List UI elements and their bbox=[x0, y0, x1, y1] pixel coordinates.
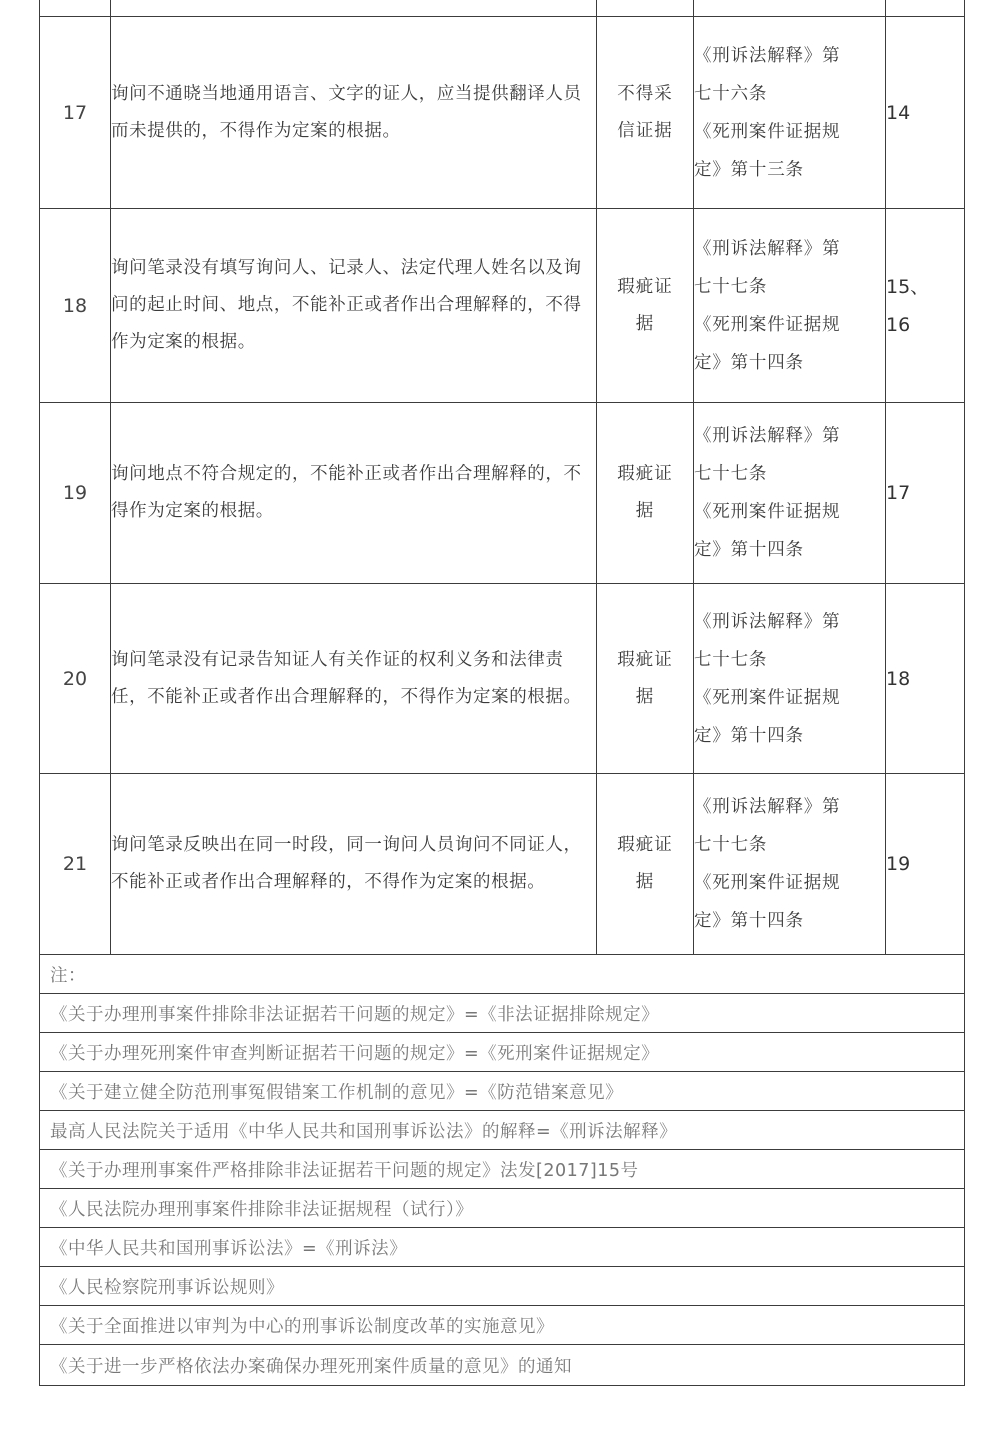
note-row bbox=[40, 1228, 965, 1267]
type-line: 瑕疵证 bbox=[617, 835, 673, 855]
notes-heading-row bbox=[40, 955, 965, 994]
row-description: 询问笔录没有填写询问人、记录人、法定代理人姓名以及询问的起止时间、地点，不能补正或者作出合理解释的，不得作为定案的根据。 bbox=[111, 209, 597, 403]
basis-line: 《刑诉法解释》第 bbox=[694, 238, 841, 259]
basis-line: 定》第十四条 bbox=[694, 911, 804, 931]
row-description: 询问地点不符合规定的，不能补正或者作出合理解释的，不得作为定案的根据。 bbox=[111, 403, 597, 584]
note-item: 《关于全面推进以审判为中心的刑事诉讼制度改革的实施意见》 bbox=[40, 1306, 965, 1345]
evidence-type bbox=[597, 774, 694, 955]
type-line: 据 bbox=[635, 686, 655, 707]
evidence-type bbox=[597, 17, 694, 209]
cell bbox=[111, 0, 597, 17]
row-number: 21 bbox=[40, 774, 111, 955]
basis-line: 定》第十四条 bbox=[694, 725, 804, 746]
note-row bbox=[40, 1345, 965, 1386]
legal-basis bbox=[694, 17, 886, 209]
note-item: 《关于建立健全防范刑事冤假错案工作机制的意见》=《防范错案意见》 bbox=[40, 1072, 965, 1111]
type-line: 瑕疵证 bbox=[617, 464, 673, 484]
note-row bbox=[40, 994, 965, 1033]
type-line: 瑕疵证 bbox=[617, 649, 673, 670]
notes-heading: 注： bbox=[40, 955, 965, 994]
type-line: 据 bbox=[635, 313, 655, 334]
type-line: 据 bbox=[635, 872, 655, 892]
basis-line: 《死刑案件证据规 bbox=[694, 314, 841, 335]
basis-line: 《刑诉法解释》第 bbox=[694, 611, 841, 632]
table-row bbox=[40, 584, 965, 774]
page-ref: 19 bbox=[886, 774, 965, 955]
cell bbox=[694, 0, 886, 17]
note-row bbox=[40, 1267, 965, 1306]
basis-line: 《死刑案件证据规 bbox=[694, 121, 841, 142]
evidence-type bbox=[597, 403, 694, 584]
note-item: 最高人民法院关于适用《中华人民共和国刑事诉讼法》的解释=《刑诉法解释》 bbox=[40, 1111, 965, 1150]
basis-line: 七十七条 bbox=[694, 649, 768, 670]
note-row bbox=[40, 1072, 965, 1111]
row-description: 询问不通晓当地通用语言、文字的证人，应当提供翻译人员而未提供的，不得作为定案的根据。 bbox=[111, 17, 597, 209]
basis-line: 《死刑案件证据规 bbox=[694, 873, 841, 893]
basis-line: 七十七条 bbox=[694, 276, 768, 297]
note-item: 《人民法院办理刑事案件排除非法证据规程（试行）》 bbox=[40, 1189, 965, 1228]
page-ref bbox=[886, 209, 965, 403]
evidence-type bbox=[597, 209, 694, 403]
legal-basis bbox=[694, 774, 886, 955]
cell bbox=[40, 0, 111, 17]
basis-line: 定》第十四条 bbox=[694, 352, 804, 373]
type-line: 不得采 bbox=[617, 83, 673, 104]
evidence-type bbox=[597, 584, 694, 774]
row-description: 询问笔录反映出在同一时段，同一询问人员询问不同证人，不能补正或者作出合理解释的，不得作为定案的根据。 bbox=[111, 774, 597, 955]
row-description: 询问笔录没有记录告知证人有关作证的权利义务和法律责任，不能补正或者作出合理解释的，不得作为定案的根据。 bbox=[111, 584, 597, 774]
page-ref: 18 bbox=[886, 584, 965, 774]
row-number: 20 bbox=[40, 584, 111, 774]
basis-line: 定》第十三条 bbox=[694, 159, 804, 180]
note-item: 《关于办理死刑案件审查判断证据若干问题的规定》=《死刑案件证据规定》 bbox=[40, 1033, 965, 1072]
legal-basis bbox=[694, 584, 886, 774]
note-item: 《人民检察院刑事诉讼规则》 bbox=[40, 1267, 965, 1306]
table-row bbox=[40, 17, 965, 209]
table-row bbox=[40, 774, 965, 955]
legal-basis bbox=[694, 209, 886, 403]
type-line: 据 bbox=[635, 501, 655, 521]
basis-line: 七十七条 bbox=[694, 835, 768, 855]
row-number: 18 bbox=[40, 209, 111, 403]
legal-basis bbox=[694, 403, 886, 584]
type-line: 瑕疵证 bbox=[617, 276, 673, 297]
cell bbox=[886, 0, 965, 17]
basis-line: 七十六条 bbox=[694, 83, 768, 104]
basis-line: 《刑诉法解释》第 bbox=[694, 426, 841, 446]
table-row bbox=[40, 403, 965, 584]
row-number: 19 bbox=[40, 403, 111, 584]
note-item: 《关于办理刑事案件排除非法证据若干问题的规定》=《非法证据排除规定》 bbox=[40, 994, 965, 1033]
table-row bbox=[40, 209, 965, 403]
note-item: 《关于办理刑事案件严格排除非法证据若干问题的规定》法发[2017]15号 bbox=[40, 1150, 965, 1189]
note-row bbox=[40, 1189, 965, 1228]
page-line: 15、 bbox=[886, 275, 930, 298]
basis-line: 定》第十四条 bbox=[694, 540, 804, 560]
page-ref: 14 bbox=[886, 17, 965, 209]
note-row bbox=[40, 1150, 965, 1189]
row-number: 17 bbox=[40, 17, 111, 209]
basis-line: 七十七条 bbox=[694, 464, 768, 484]
basis-line: 《刑诉法解释》第 bbox=[694, 45, 841, 66]
note-row bbox=[40, 1306, 965, 1345]
basis-line: 《死刑案件证据规 bbox=[694, 687, 841, 708]
page-line: 16 bbox=[886, 313, 911, 336]
table-row-partial bbox=[40, 0, 965, 17]
note-item: 《中华人民共和国刑事诉讼法》=《刑诉法》 bbox=[40, 1228, 965, 1267]
evidence-rules-table bbox=[39, 0, 965, 1386]
basis-line: 《死刑案件证据规 bbox=[694, 502, 841, 522]
note-row bbox=[40, 1033, 965, 1072]
note-row bbox=[40, 1111, 965, 1150]
basis-line: 《刑诉法解释》第 bbox=[694, 797, 841, 817]
type-line: 信证据 bbox=[617, 120, 673, 141]
page-ref: 17 bbox=[886, 403, 965, 584]
cell bbox=[597, 0, 694, 17]
note-item: 《关于进一步严格依法办案确保办理死刑案件质量的意见》的通知 bbox=[40, 1345, 965, 1386]
